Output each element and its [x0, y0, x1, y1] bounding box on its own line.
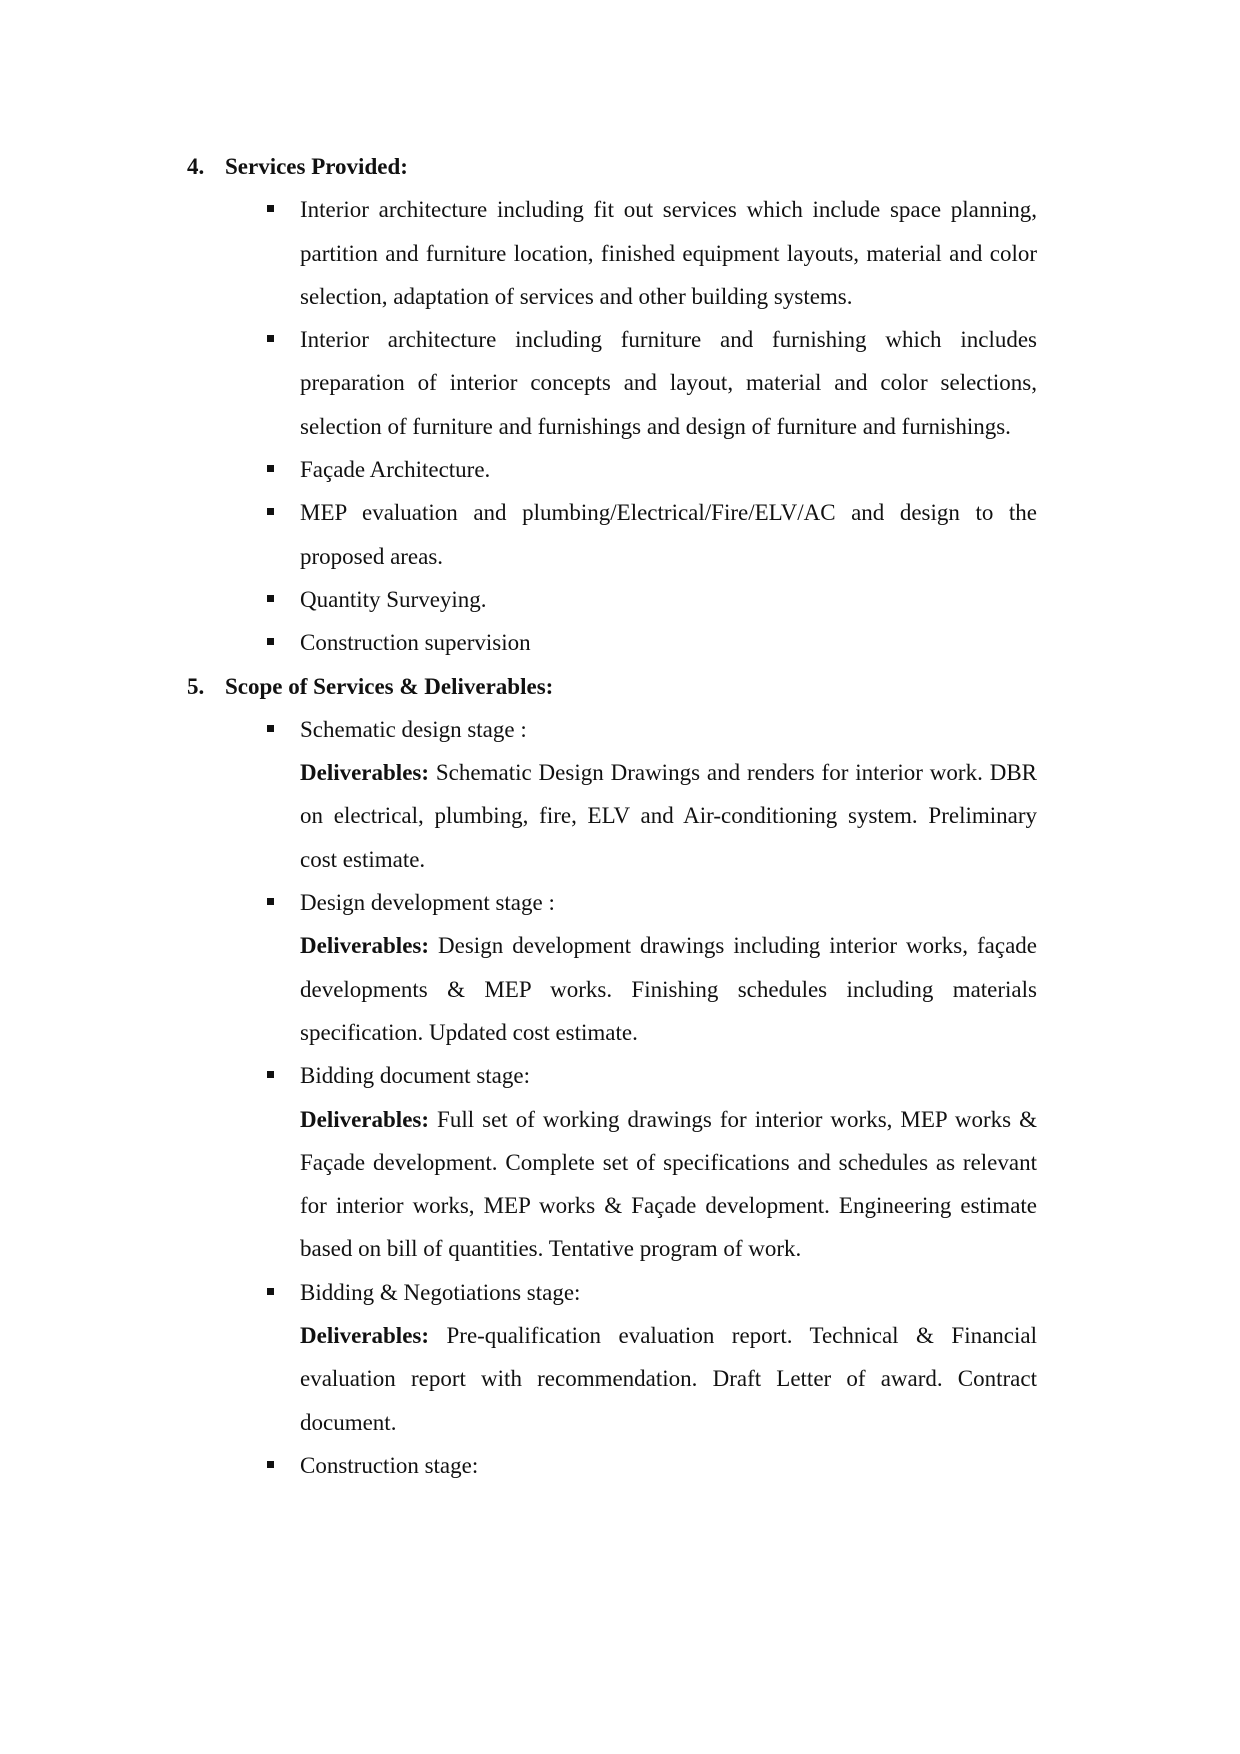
deliverables-paragraph	[300, 924, 1037, 1054]
list-item-text: Quantity Surveying.	[300, 586, 487, 612]
list-item-text: MEP evaluation and plumbing/Electrical/Fire/ELV/AC and design to the proposed areas.	[300, 500, 1037, 569]
square-bullet-icon	[267, 205, 274, 212]
square-bullet-icon	[267, 1461, 274, 1468]
deliverables-text: Schematic Design Drawings and renders for interior work. DBR on electrical, plumbing, fire, ELV and Air-conditioning system. Preliminary cost estimate.	[300, 760, 1037, 872]
stage-name: Design development stage :	[300, 890, 555, 916]
list-item	[300, 578, 1037, 621]
deliverables-paragraph	[300, 1098, 1037, 1271]
stage-name: Bidding & Negotiations stage:	[300, 1279, 581, 1305]
list-item-text: Façade Architecture.	[300, 457, 491, 483]
deliverables-text: Pre-qualification evaluation report. Technical & Financial evaluation report with recommendation. Draft Letter of award. Contract document.	[300, 1323, 1037, 1435]
stage-name: Schematic design stage :	[300, 716, 527, 742]
square-bullet-icon	[267, 638, 274, 645]
deliverables-label: Deliverables:	[300, 1323, 430, 1349]
section-number: 4.	[187, 154, 205, 179]
list-item-stage	[300, 1444, 1037, 1487]
section-heading	[187, 665, 1037, 708]
list-item	[300, 491, 1037, 578]
square-bullet-icon	[267, 1071, 274, 1078]
square-bullet-icon	[267, 335, 274, 342]
list-item-text: Construction supervision	[300, 630, 531, 656]
list-item-stage	[300, 881, 1037, 1054]
square-bullet-icon	[267, 465, 274, 472]
list-item	[300, 621, 1037, 664]
bullet-list	[187, 708, 1037, 1487]
stage-name: Construction stage:	[300, 1452, 479, 1478]
list-item-text: Interior architecture including fit out services which include space planning, partition and furniture location, finished equipment layouts, material and color selection, adaptation of services and other building systems.	[300, 197, 1037, 309]
square-bullet-icon	[267, 1288, 274, 1295]
deliverables-paragraph	[300, 751, 1037, 881]
list-item-stage	[300, 708, 1037, 881]
bullet-list	[187, 188, 1037, 664]
section-title: Scope of Services & Deliverables:	[225, 673, 554, 699]
list-item	[300, 448, 1037, 491]
list-item-stage	[300, 1054, 1037, 1270]
deliverables-text: Full set of working drawings for interior works, MEP works & Façade development. Complete set of specifications and schedules as relevant for interior works, MEP works & Façade development. Engineering estimate based on bill of quantities. Tentative program of work.	[300, 1106, 1037, 1262]
square-bullet-icon	[267, 508, 274, 515]
deliverables-label: Deliverables:	[300, 1106, 430, 1132]
list-item	[300, 318, 1037, 448]
square-bullet-icon	[267, 725, 274, 732]
list-item-text: Interior architecture including furniture and furnishing which includes preparation of interior concepts and layout, material and color selections, selection of furniture and furnishings and design of furniture and furnishings.	[300, 327, 1037, 439]
deliverables-text: Design development drawings including interior works, façade developments & MEP works. Finishing schedules including materials specification. Updated cost estimate.	[300, 933, 1037, 1045]
square-bullet-icon	[267, 898, 274, 905]
section-number: 5.	[187, 673, 205, 699]
deliverables-label: Deliverables:	[300, 933, 430, 959]
section-title: Services Provided:	[225, 154, 408, 179]
section-scope-deliverables	[187, 665, 1037, 1488]
section-services-provided	[187, 145, 1037, 665]
deliverables-label: Deliverables:	[300, 760, 430, 786]
square-bullet-icon	[267, 595, 274, 602]
list-item-stage	[300, 1271, 1037, 1444]
deliverables-paragraph	[300, 1314, 1037, 1444]
document-content	[187, 145, 1037, 1487]
stage-name: Bidding document stage:	[300, 1063, 530, 1089]
list-item	[300, 188, 1037, 318]
section-heading	[187, 145, 1037, 188]
